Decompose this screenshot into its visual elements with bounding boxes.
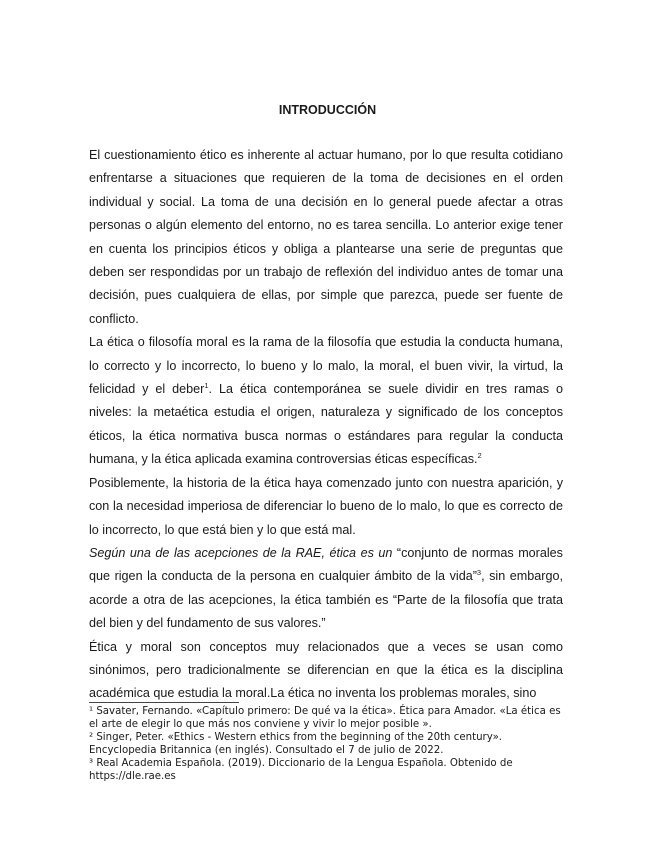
paragraph-4-quote: “conjunto de normas morales que rigen la conducta de la persona en cualquier ámbito de la vida” bbox=[89, 545, 563, 584]
footnote-separator bbox=[89, 702, 239, 703]
body-text bbox=[89, 144, 563, 706]
footnote-3-mark: ³ bbox=[89, 758, 94, 769]
paragraph-2-text-b: . La ética contemporánea se suele dividir en tres ramas o niveles: la metaética estudia el origen, naturaleza y significado de los conceptos éticos, la ética normativa busca normas o estándares para regular la conducta humana, y la ética aplicada examina controversias éticas específicas. bbox=[89, 382, 563, 467]
paragraph-4 bbox=[89, 542, 563, 636]
paragraph-1: El cuestionamiento ético es inherente al actuar humano, por lo que resulta cotidiano enfrentarse a situaciones que requieren de la toma de decisiones en el orden individual y social. La toma de una decisión en lo general puede afectar a otras personas o algún elemento del entorno, no es tarea sencilla. Lo anterior exige tener en cuenta los principios éticos y obliga a plantearse una serie de preguntas que deben ser respondidas por un trabajo de reflexión del individuo antes de tomar una decisión, pues cualquiera de ellas, por simple que parezca, puede ser fuente de conflicto. bbox=[89, 148, 563, 326]
paragraph-3: Posiblemente, la historia de la ética haya comenzado junto con nuestra aparición, y con la necesidad imperiosa de diferenciar lo bueno de lo malo, lo que es correcto de lo incorrecto, lo que está bien y lo que está mal. bbox=[89, 475, 563, 537]
footnote-1-text: Savater, Fernando. «Capítulo primero: De qué va la ética». Ética para Amador. «La ética es el arte de elegir lo que más nos conviene y vivir lo mejor posible ». bbox=[89, 706, 561, 730]
paragraph-2-text-a: La ética o filosofía moral es la rama de la filosofía que estudia la conducta humana, lo correcto y lo incorrecto, lo bueno y lo malo, la moral, el buen vivir, la virtud, la felicidad y el deber bbox=[89, 335, 563, 397]
page-title: INTRODUCCIÓN bbox=[278, 103, 377, 117]
paragraph-2 bbox=[89, 331, 563, 471]
paragraph-4-italic-lead: Según una de las acepciones de la RAE, ética es un bbox=[89, 545, 393, 560]
footnote-2-text: Singer, Peter. «Ethics - Western ethics from the beginning of the 20th century». Encyclopedia Britannica (en inglés). Consultado el 7 de julio de 2022. bbox=[89, 732, 503, 756]
footnotes bbox=[89, 705, 563, 783]
footnote-3-text: Real Academia Española. (2019). Diccionario de la Lengua Española. Obtenido de https://dle.rae.es bbox=[89, 758, 513, 782]
footnote-1 bbox=[89, 705, 563, 731]
footnote-ref-3[interactable]: 3 bbox=[476, 568, 482, 578]
footnote-3 bbox=[89, 757, 563, 783]
footnote-2 bbox=[89, 731, 563, 757]
footnote-2-mark: ² bbox=[89, 732, 94, 743]
footnote-ref-1[interactable]: 1 bbox=[204, 380, 209, 390]
footnote-1-mark: ¹ bbox=[89, 706, 94, 717]
paragraph-5: Ética y moral son conceptos muy relacionados que a veces se usan como sinónimos, pero tradicionalmente se diferencian en que la ética es la disciplina académica que estudia la moral.La ética no inventa los problemas morales, sino bbox=[89, 639, 563, 701]
footnote-ref-2[interactable]: 2 bbox=[477, 451, 482, 461]
paragraph-4-text-b: , sin embargo, acorde a otra de las acepciones, la ética también es “Parte de la filosofía que trata del bien y del fundamento de sus valores.” bbox=[89, 569, 563, 631]
